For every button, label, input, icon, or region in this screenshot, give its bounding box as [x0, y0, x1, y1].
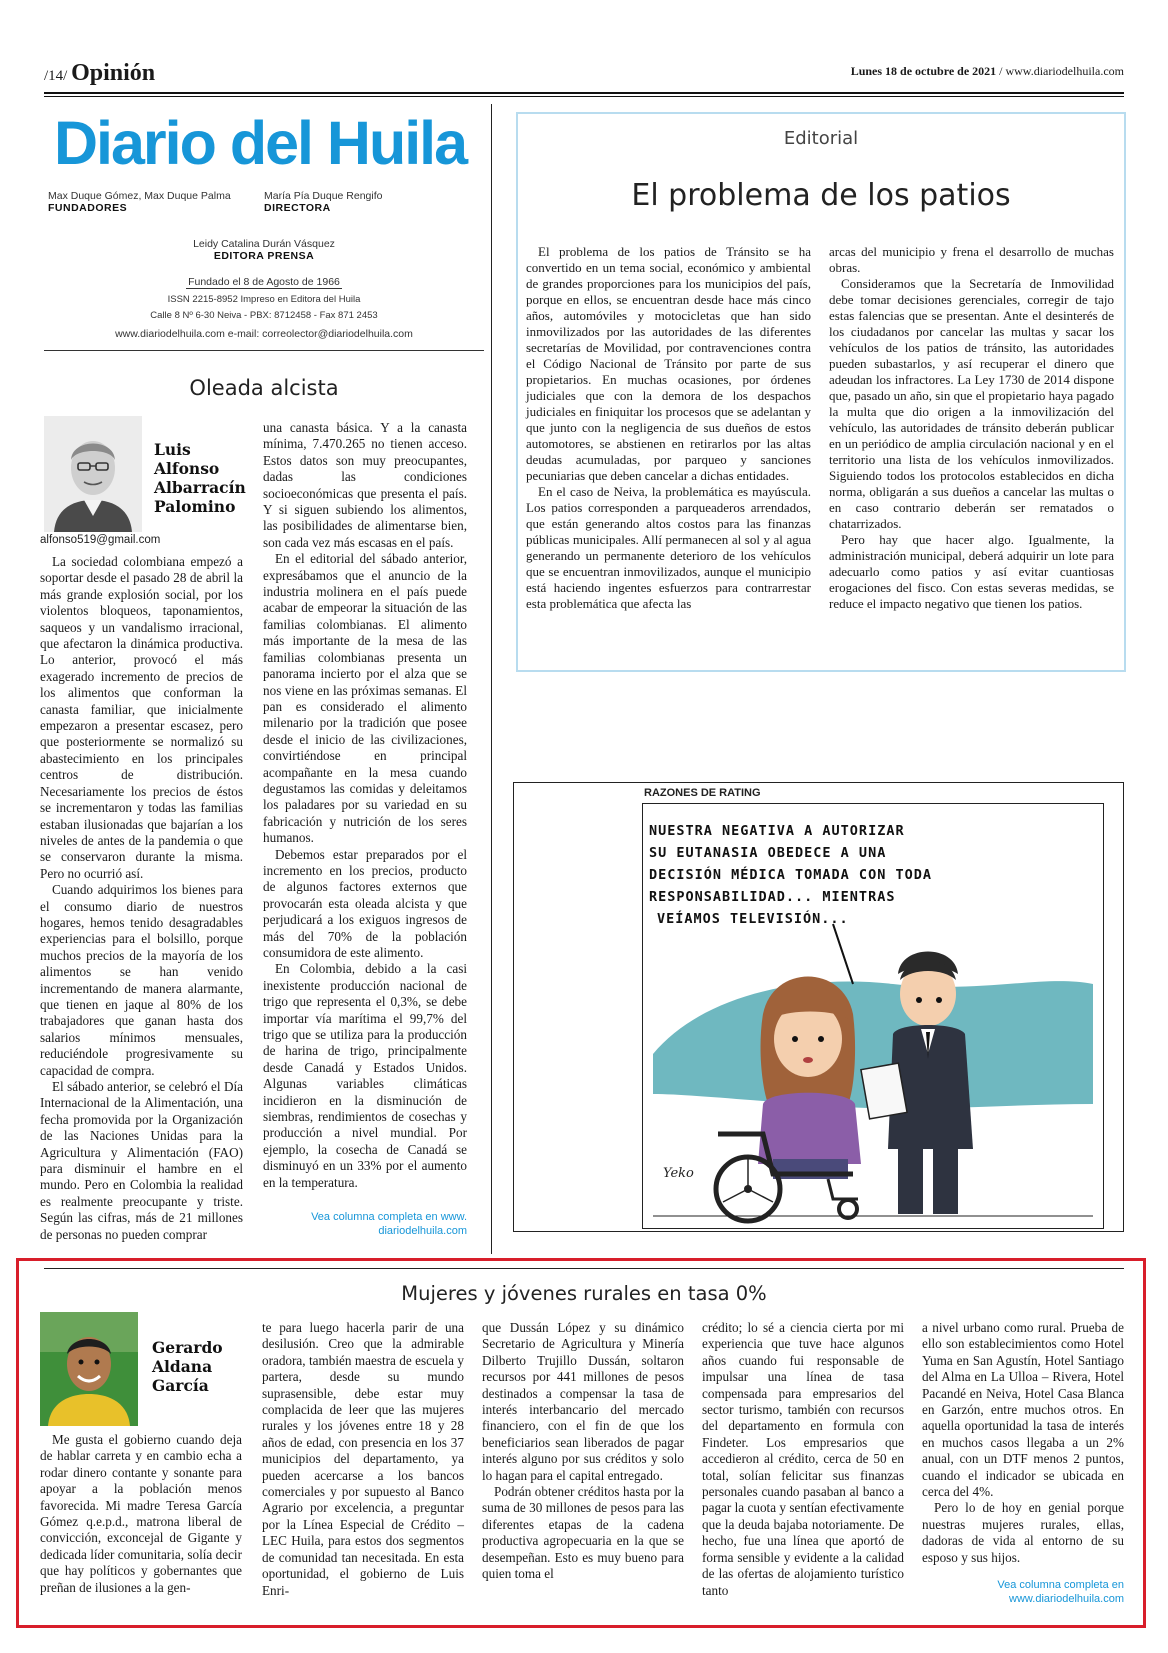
page-date-line [851, 64, 1124, 79]
column2-title: Mujeres y jóvenes rurales en tasa 0% [401, 1282, 767, 1305]
page-number: /14/ [44, 68, 68, 84]
column-divider [491, 104, 492, 1254]
header-rule [44, 92, 1124, 94]
editor-block [44, 238, 484, 262]
editorial-text-b: arcas del municipio y frena el desarrollo de muchas obras. Consideramos que la Secretaría de Inmovilidad debe tomar decisiones gerenciales, corregir de tajo estas falencias que se presentan. Ante el desinterés de los ciudadanos por cancelar las multas y sacar los vehículos de los patios de tránsito, las autoridades pueden subastarlos, y así recuperar el dinero que adeudan los infractores. La Ley 1730 de 2014 dispone que, pasado un año, sin que el propietario haya pagado la multa que dio origen a la inmovilización del vehículo, las autoridades de tránsito deberán publicar en un periódico de amplia circulación nacional y en el territorio una lista de los vehículos inmovilizados. Siguiendo todos los protocolos establecidos en dicha norma, obligarán a sus dueños a cancelar las multas o en caso contrario deberán ser rematados o chatarrizados. Pero hay que hacer algo. Igualmente, la administración municipal, deberá adquirir un lote para adecuarlo como patios y así evitar cuantiosas erogaciones del fisco. Con estas severas medidas, se reduce el impacto negativo que tienen los patios. [829, 244, 1114, 611]
column1-title: Oleada alcista [189, 376, 339, 400]
masthead-rule [44, 350, 484, 351]
editor-role: EDITORA PRENSA [213, 250, 315, 262]
column1-text-a: La sociedad colombiana empezó a soportar desde el pasado 28 de abril la más grande explosión social, por los violentos bloqueos, taponamientos, saqueos y un vandalismo irracional, que afectaron la dinámica productiva. Lo anterior, provocó el más exagerado incremento de precios de los alimentos que conforman la canasta familiar, que inicialmente empezaron a presentar escasez, pero que posteriormente se normalizó su abastecimiento en los principales centros de distribución. Necesariamente los precios de éstos se incrementaron y todas las familias estaban ilusionadas que bajarían a los niveles de antes de la pandemia o que se conservaron durante la misma. Pero no ocurrió así. Cuando adquirimos los bienes para el consumo diario de nuestros hogares, hemos tenido desagradables experiencias para el bolsillo, porque muchos precios de la mayoría de los alimentos se han venido incrementando de manera alarmante, que tienen en jaque al 80% de los trabajadores que ganan hasta dos salarios mínimos mensuales, reduciéndole progresivamente su capacidad de compra. El sábado anterior, se celebró el Día Internacional de la Alimentación, una fecha promovida por la Organización de las Naciones Unidas para la Agricultura y Alimentación (FAO) para disminuir el hambre en el mundo. Pero en Colombia la realidad es realmente preocupante y triste. Según las cifras, más de 21 millones de personas no pueden comprar [40, 554, 243, 1242]
founded-date: Fundado el 8 de Agosto de 1966 [188, 276, 340, 288]
editorial-text-a: El problema de los patios de Tránsito se ha convertido en un tema social, económico y ambiental de grandes proporciones para los municipios del país, porque en ellos, se encuentran desde hace más cinco años, automóviles y motocicletas que han sido inmovilizados por las autoridades de las diferentes secretarías de Movilidad, por contravenciones contra el Código Nacional de Tránsito por parte de sus propietarios. En muchas ocasiones, por órdenes judiciales que con la demora de los despachos judiciales en finiquitar los procesos que se adelantan y que junto con la negligencia de sus dueños de estos automotores, se abstienen en retirarlos por las altas deudas acumuladas, por parqueo y sanciones pecuniarias que deben cancelar a dichas entidades. En el caso de Neiva, la problemática es mayúscula. Los patios corresponden a parqueaderos arrendados, que están generando altos costos para las finanzas públicas municipales. Allí permanecen al sol y al agua generando un permanente deterioro de los vehículos que se encuentran inmovilizados, aunque el municipio está haciendo ingentes esfuerzos para contrarrestar esta problemática que afecta las [526, 244, 811, 611]
cartoon-frame [642, 803, 1104, 1229]
address-line: Calle 8 Nº 6-30 Neiva - PBX: 8712458 - Fax 871 2453 [150, 310, 378, 321]
editorial-title: El problema de los patios [631, 178, 1011, 213]
page-date: Lunes 18 de octubre de 2021 [850, 64, 997, 78]
newspaper-logo: Diario del Huila [54, 109, 467, 177]
column1-author-photo [44, 416, 142, 532]
page-header [44, 60, 155, 87]
contact-line[interactable]: www.diariodelhuila.com e-mail: correolector@diariodelhuila.com [115, 328, 413, 340]
founders-names: Max Duque Gómez, Max Duque Palma [48, 190, 231, 202]
column1-text-b: una canasta básica. Y a la canasta mínima, 7.470.265 no tienen acceso. Estos datos son muy preocupantes, dadas las condiciones socioeconómicas que presenta el país. Y si siguen subiendo los alimentos, las posibilidades de alimentarse bien, son cada vez más escasas en el país. En el editorial del sábado anterior, expresábamos que el anuncio de la industria molinera en el país puede acabar de empeorar la situación de las familias colombianas. El alimento más importante de la mesa de las familias colombianas presenta un panorama incierto por el alza que se nos viene en las próximas semanas. El pan es considerado el alimento milenario por la tradición que posee desde el inicio de las civilizaciones, convirtiéndose en principal acompañante en la mesa cuando degustamos las comidas y deleitamos los paladares por su variedad en su fabricación y nutrición de los seres humanos. Debemos estar preparados por el incremento en los precios, producto de algunos factores externos que provocarán esta oleada alcista y que perjudicará a los exiguos ingresos de más del 70% de la población consumidora de este alimento. En Colombia, debido a la casi inexistente producción nacional de trigo que representa el 0,3%, se debe importar vía marítima el 99,7% del trigo que se utiliza para la producción de harina de trigo, principalmente desde Canadá y Estados Unidos. Algunas variables climáticas incidieron en la disminución de siembras, rendimientos de cosechas y producción a nivel mundial. Por ejemplo, la cosecha de Canadá se disminuyó en un 33% por el aumento en la temperatura. [263, 420, 467, 1190]
column2-text-e: a nivel urbano como rural. Prueba de ello son establecimientos como Hotel Yuma en San Agustín, Hotel Santiago del Alma en La Ulloa – Rivera, Hotel Pacandé en Neiva, Hotel Casa Blanca en Garzón, entre muchos otros. En aquella oportunidad la tasa de interés en muchos casos llegaba a un 2% anual, con un DTF menos 2 puntos, cuando el indicador se ubicada en cerca del 4%. Pero lo de hoy en genial porque nuestras mujeres rurales, ellas, dadoras de vida al entorno de su esposo y sus hijos. [922, 1320, 1124, 1565]
director-block [264, 190, 464, 214]
founded-line [44, 276, 484, 288]
column2-text-c: que Dussán López y su dinámico Secretario de Agricultura y Minería Dilberto Trujillo Dussán, soltaron recursos por 441 millones de pesos destinados a compensar la tasa de interés interbancario del mercado financiero, con el fin de que los beneficiarios sean liberados de pagar interés alguno por sus créditos y solo lo hagan para el capital entregado. Podrán obtener créditos hasta por la suma de 30 millones de pesos para las diferentes etapas de la cadena productiva agropecuaria en la que se desempeñan. Esto es muy bueno para quien toma el [482, 1320, 684, 1582]
founders-block [48, 190, 268, 214]
page-site-link[interactable]: / www.diariodelhuila.com [996, 64, 1124, 78]
column1-author: Luis Alfonso Albarracín Palomino [154, 440, 246, 516]
column2-author: Gerardo Aldana García [152, 1338, 223, 1395]
issn-line: ISSN 2215-8952 Impreso en Editora del Huila [167, 294, 361, 305]
editor-name: Leidy Catalina Durán Vásquez [193, 238, 335, 250]
column2-author-photo [40, 1312, 138, 1426]
column2-text-a: Me gusta el gobierno cuando deja de hablar carreta y en cambio echa a rodar dinero contante y sonante para apoyar a la población menos favorecida. Mi madre Teresa García Gómez q.e.p.d., matrona liberal de convicción, exconcejal de Gigante y dedicada líder comunitaria, solía decir que hay políticos y gobernantes que preñan de ilusiones a la gen- [40, 1432, 242, 1595]
column2-read-more-link[interactable]: Vea columna completa en www.diariodelhuila.com [997, 1579, 1124, 1605]
editorial-kicker: Editorial [783, 128, 859, 149]
column2-text-b: te para luego hacerla parir de una desilusión. Creo que la admirable oradora, también maestra de escuela y partera, desde su mundo suprasensible, debe estar muy complacida de leer que las mujeres rurales y los jóvenes entre 18 y 28 años de edad, con presencia en los 37 municipios del departamento, ya pueden acercarse a los bancos comerciales y por supuesto al Banco Agrario por excelencia, a preguntar por la Línea Especial de Crédito – LEC Huila, para estos dos segmentos de comunidad tan necesitada. En esta oportunidad, el gobierno de Luis Enri- [262, 1320, 464, 1598]
founders-role: FUNDADORES [48, 202, 128, 214]
column1-author-email[interactable]: alfonso519@gmail.com [40, 534, 161, 546]
section-name: Opinión [71, 60, 156, 86]
director-role: DIRECTORA [264, 202, 331, 214]
column2-text-d: crédito; lo sé a ciencia cierta por mi experiencia que tuve hace algunos años cuando fui responsable de impulsar una línea de tasa compensada para empresarios del sector turismo, también con recursos del departamento en formula con Findeter. Los empresarios que accedieron al crédito, cerca de 50 en total, solían felicitar sus finanzas personales cuando pasaban al banco a pagar la cuota y sentían efectivamente que la deuda bajaba notoriamente. De hecho, fue una línea que aportó de forma sensible y evidente a la calidad de las ofertas de alojamiento turístico tanto [702, 1320, 904, 1598]
column1-read-more-link[interactable]: Vea columna completa en www. diariodelhuila.com [311, 1211, 467, 1237]
cartoon-panel [513, 782, 1124, 1232]
cartoon-speech: NUESTRA NEGATIVA A AUTORIZAR SU EUTANASIA OBEDECE A UNA DECISIÓN MÉDICA TOMADA CON TODA RESPONSABILIDAD... MIENTRAS VEÍAMOS TELEVISIÓN... [649, 823, 932, 927]
cartoon-label: RAZONES DE RATING [644, 787, 761, 799]
director-name: María Pía Duque Rengifo [264, 190, 383, 202]
header-rule-thin [44, 96, 1124, 97]
cartoon-signature: Yeko [663, 1166, 694, 1181]
